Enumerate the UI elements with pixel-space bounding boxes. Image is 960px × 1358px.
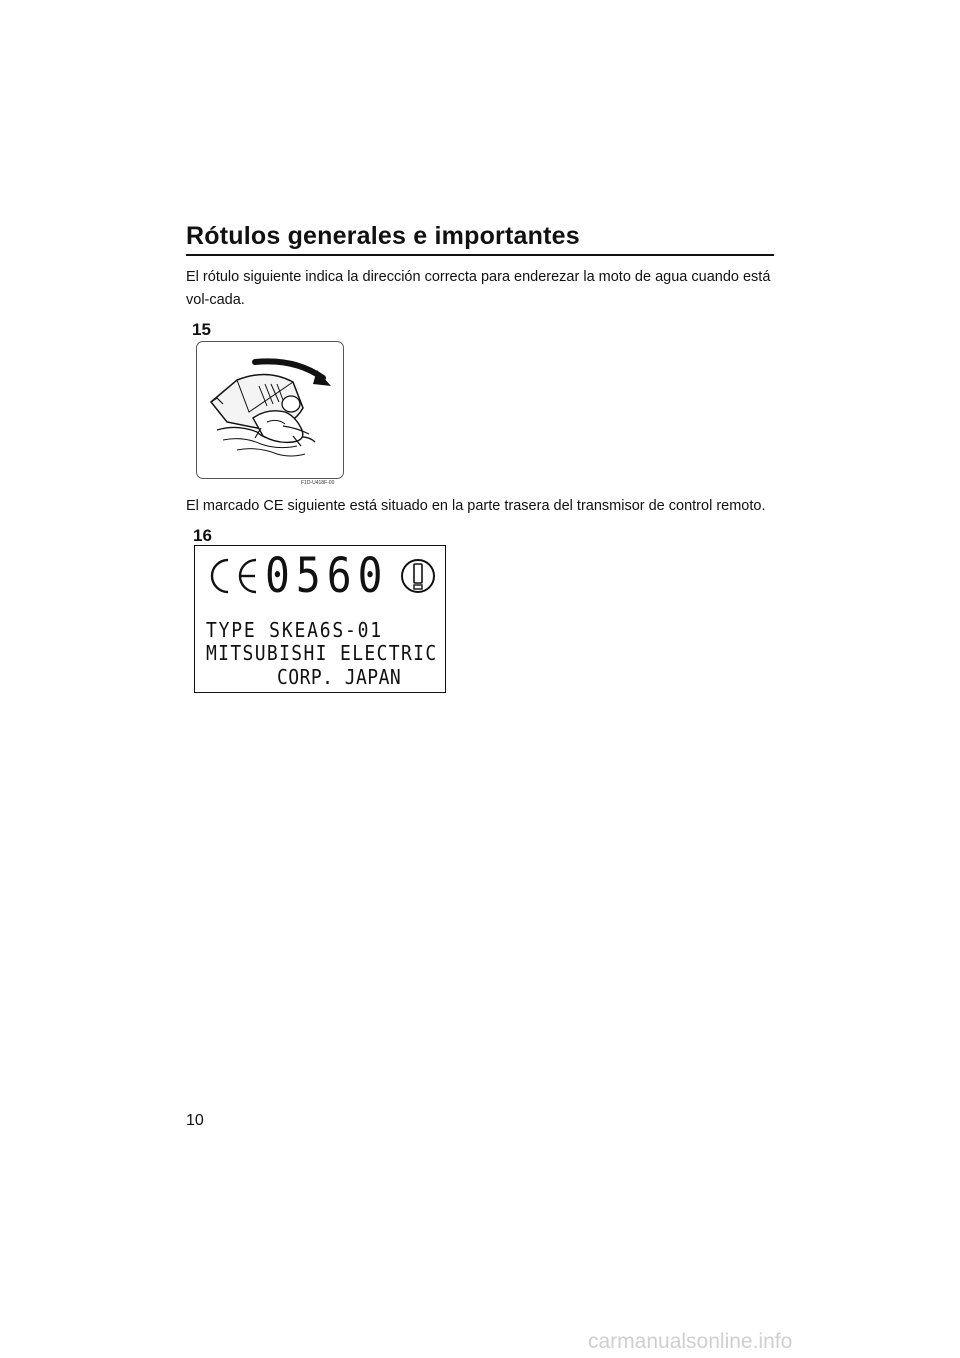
ce-marking-label: [194, 545, 446, 693]
type-line: TYPE SKEA6S-01: [206, 618, 383, 642]
watermark: carmanualsonline.info: [588, 1330, 793, 1353]
notified-body-number: 0560: [265, 548, 389, 604]
ce-mark-icon: [201, 556, 261, 596]
figure-16-number: 16: [193, 526, 212, 545]
capsize-label-figure: [196, 341, 344, 479]
country-line: CORP. JAPAN: [277, 665, 402, 689]
figure-code: F1D-U418F-00: [301, 480, 335, 486]
alert-sign-icon: [399, 556, 437, 596]
paragraph-capsize-label: El rótulo siguiente indica la dirección correcta para enderezar la moto de agua cuando está vol-cada.: [186, 269, 771, 308]
title-rule: [186, 254, 774, 256]
paragraph-ce-marking: El marcado CE siguiente está situado en la parte trasera del transmisor de control remoto.: [186, 498, 766, 514]
manufacturer-line: MITSUBISHI ELECTRIC: [206, 641, 438, 665]
watercraft-righting-illustration: [197, 342, 343, 478]
page-title: Rótulos generales e importantes: [186, 222, 580, 250]
figure-15-number: 15: [192, 320, 211, 339]
page-number: 10: [186, 1112, 204, 1129]
